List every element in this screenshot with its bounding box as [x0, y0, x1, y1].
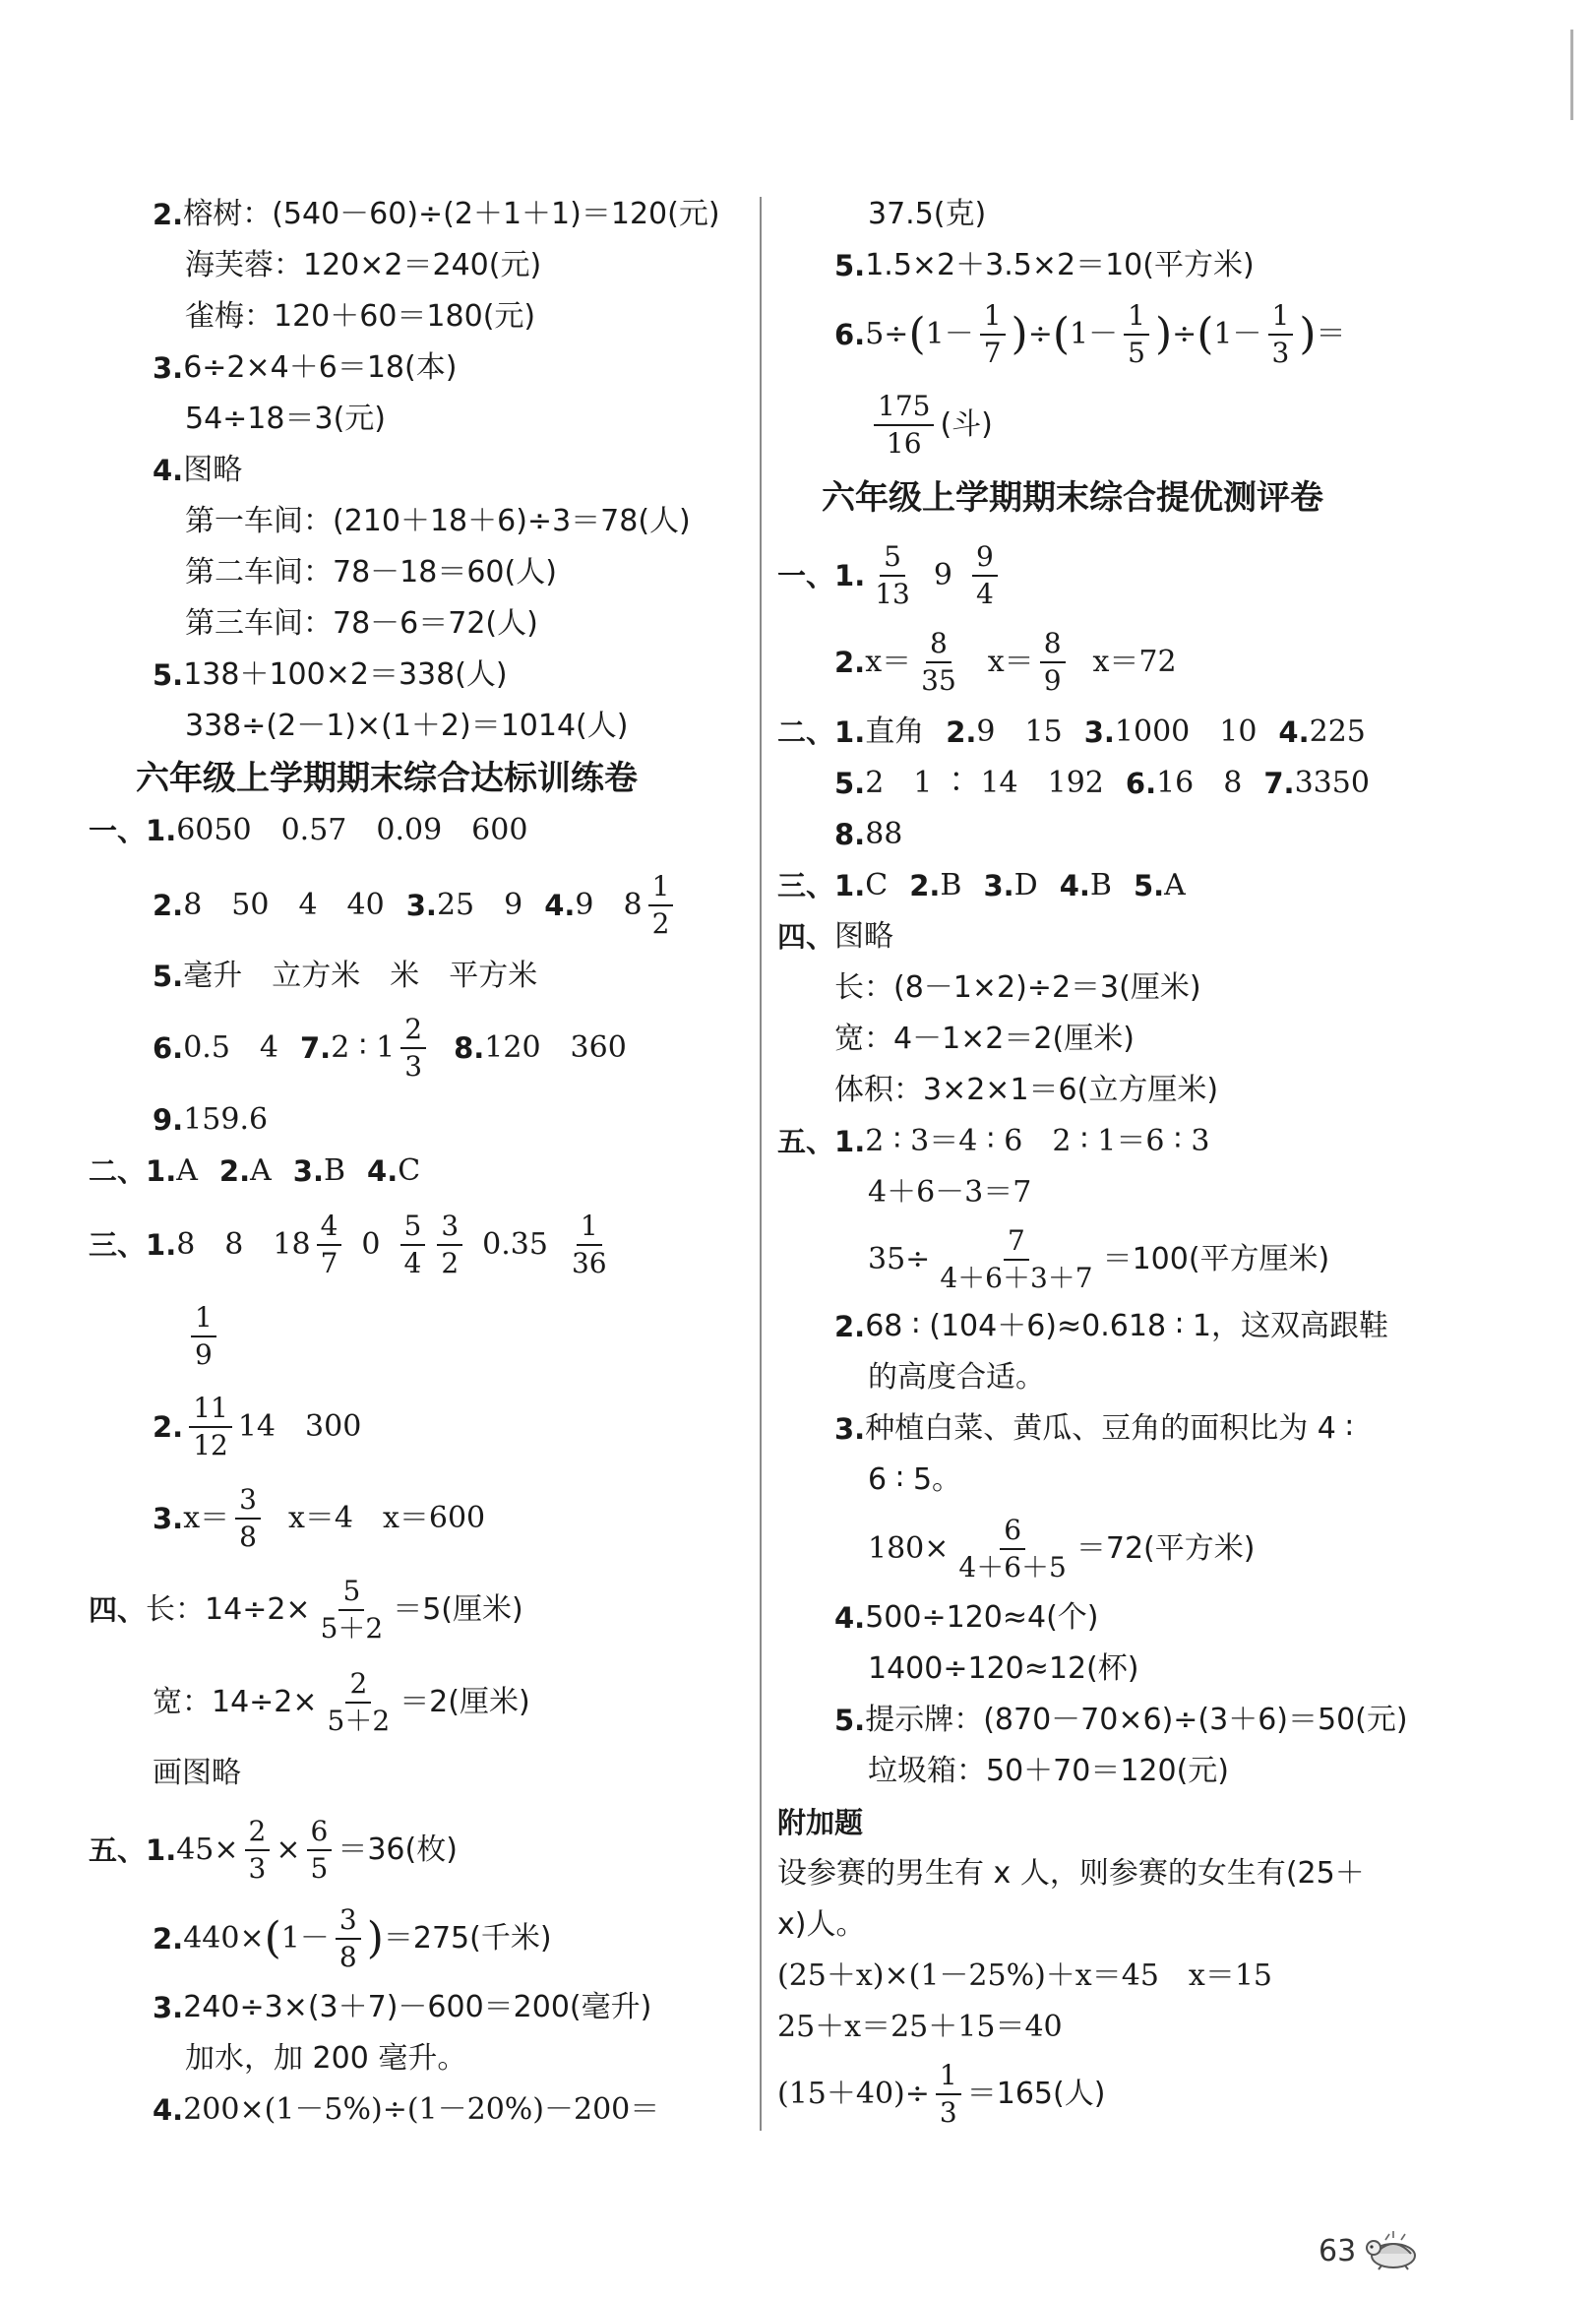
answer-line: x)人。: [777, 1907, 866, 1942]
answer-line: 画图略: [153, 1756, 241, 1790]
fraction: $\frac{6}{5}$: [307, 1814, 333, 1887]
fraction: $\frac{8}{35}$: [921, 627, 956, 697]
answer-line: 2. $\frac{11}{12}$ 14 300: [153, 1392, 362, 1461]
answer-line: 35÷ $\frac{7}{4+6+3+7}$ ＝100(平方厘米): [868, 1224, 1330, 1294]
fraction: $\frac{6}{4+6+5}$: [958, 1514, 1067, 1584]
fraction: $\frac{9}{4}$: [972, 539, 998, 612]
fraction: $\frac{2}{3}$: [400, 1012, 426, 1085]
answer-line: 2. 440× ( 1－ $\frac{3}{8}$ ) ＝275(千米): [153, 1903, 552, 1973]
answer-line: 四、 长：14÷2× $\frac{5}{5+2}$ ＝5(厘米): [89, 1575, 523, 1645]
answer-line: 二、 1. A 2. A 3. B 4. C: [89, 1153, 421, 1188]
fraction: $\frac{175}{16}$: [874, 389, 934, 462]
fraction: $\frac{2}{3}$: [245, 1814, 271, 1887]
section-heading: 六年级上学期期末综合达标训练卷: [136, 759, 638, 798]
answer-line: 2. 68 ∶ (104＋6)≈0.618 ∶ 1，这双高跟鞋: [834, 1309, 1388, 1343]
answer-line: 9. 159.6: [153, 1102, 269, 1137]
fraction: $\frac{5}{13}$: [875, 540, 910, 610]
answer-line: 8. 88: [834, 817, 903, 851]
page-number: 63: [1319, 2234, 1357, 2268]
answer-line: 设参赛的男生有 x 人，则参赛的女生有(25＋: [777, 1856, 1365, 1891]
fraction: $\frac{8}{9}$: [1040, 626, 1066, 699]
answer-line: 宽：14÷2× $\frac{2}{5+2}$ ＝2(厘米): [153, 1667, 530, 1737]
fraction: $\frac{1}{7}$: [980, 298, 1006, 371]
answer-line: 第三车间：78－6＝72(人): [185, 606, 538, 641]
answer-line: 垃圾箱：50＋70＝120(元): [868, 1754, 1230, 1788]
turtle-mascot-icon: [1364, 2226, 1421, 2271]
answer-line: 338÷(2－1)×(1＋2)＝1014(人): [185, 709, 629, 743]
answer-line: 宽：4－1×2＝2(厘米): [834, 1022, 1135, 1056]
fraction: $\frac{4}{7}$: [317, 1209, 342, 1281]
answer-line: 37.5(克): [868, 197, 987, 231]
fraction: $\frac{5}{4}$: [400, 1209, 426, 1281]
fraction: $\frac{1}{9}$: [191, 1300, 216, 1373]
answer-line: 长：(8－1×2)÷2＝3(厘米): [834, 970, 1201, 1005]
fraction: $\frac{3}{8}$: [336, 1902, 361, 1975]
answer-line: 3. x＝ $\frac{3}{8}$ x＝4 x＝600: [153, 1483, 486, 1553]
answer-line: 3. 种植白菜、黄瓜、豆角的面积比为 4 ∶: [834, 1411, 1354, 1446]
answer-line: 4. 200×(1－5%)÷(1－20%)－200＝: [153, 2092, 660, 2127]
answer-line: 54÷18＝3(元): [185, 402, 386, 436]
answer-line: 第二车间：78－18＝60(人): [185, 555, 557, 590]
answer-line: 2. 8 50 4 40 3. 25 9 4. 9 8 $\frac{1}{2}$: [153, 866, 679, 945]
answer-line: 加水，加 200 毫升。: [185, 2041, 467, 2076]
answer-line: 海芙蓉：120×2＝240(元): [185, 248, 542, 282]
answer-line: 一、 1. 6050 0.57 0.09 600: [89, 813, 528, 847]
section-heading: 六年级上学期期末综合提优测评卷: [822, 478, 1323, 518]
answer-line: 体积：3×2×1＝6(立方厘米): [834, 1073, 1219, 1107]
answer-line: 的高度合适。: [868, 1360, 1045, 1395]
answer-line: 5. 提示牌：(870－70×6)÷(3＋6)＝50(元): [834, 1703, 1408, 1737]
answer-line: (15＋40)÷ $\frac{1}{3}$ ＝165(人): [777, 2059, 1106, 2129]
answer-line: 1400÷120≈12(杯): [868, 1651, 1139, 1686]
fraction: $\frac{1}{2}$: [648, 869, 674, 942]
answer-line: 6 ∶ 5。: [868, 1462, 962, 1497]
answer-line: 五、 1. 2 ∶ 3＝4 ∶ 6 2 ∶ 1＝6 ∶ 3: [777, 1124, 1210, 1158]
fraction: $\frac{1}{3}$: [936, 2058, 961, 2131]
fraction: $\frac{1}{3}$: [1268, 298, 1294, 371]
fraction: $\frac{3}{2}$: [437, 1209, 462, 1281]
answer-line: 5. 1.5×2＋3.5×2＝10(平方米): [834, 248, 1255, 282]
fraction: $\frac{11}{12}$: [189, 1391, 232, 1463]
fraction: $\frac{1}{5}$: [1124, 298, 1149, 371]
answer-line: 3. 6÷2×4＋6＝18(本): [153, 350, 458, 385]
answer-line: 2. 榕树：(540－60)÷(2＋1＋1)＝120(元): [153, 197, 720, 231]
extra-title: 附加题: [777, 1806, 864, 1839]
answer-line: 5. 138＋100×2＝338(人): [153, 657, 508, 692]
answer-line: 180× $\frac{6}{4+6+5}$ ＝72(平方米): [868, 1514, 1256, 1584]
answer-line: 三、 1. C 2. B 3. D 4. B 5. A: [777, 868, 1186, 902]
answer-line: [185, 1297, 222, 1376]
column-divider: [760, 197, 762, 2131]
answer-line: 五、 1. 45× $\frac{2}{3}$ × $\frac{6}{5}$ ＝36(枚): [89, 1815, 458, 1885]
answer-line: 6. 5÷ ( 1－ $\frac{1}{7}$ ) ÷ ( 1－ $\frac{1}{5}$ ) ÷ ( 1－ $\frac{1}{3}$ ) ＝: [834, 299, 1346, 369]
answer-line: 6. 0.5 4 7. 2 ∶ 1 $\frac{2}{3}$ 8. 120 360: [153, 1013, 627, 1083]
answer-line: $\frac{175}{16}$ (斗): [868, 386, 993, 465]
answer-line: 二、 1. 直角 2. 9 15 3. 1000 10 4. 225: [777, 714, 1366, 749]
answer-line: 5. 毫升 立方米 米 平方米: [153, 959, 538, 993]
answer-line: 四、 图略: [777, 919, 894, 954]
answer-line: 4. 图略: [153, 453, 243, 487]
answer-line: (25＋x)×(1－25%)＋x＝45 x＝15: [777, 1958, 1272, 1993]
answer-line: 2. x＝ $\frac{8}{35}$ x＝ $\frac{8}{9}$ x＝72: [834, 627, 1177, 697]
answer-line: 4＋6－3＝7: [868, 1175, 1032, 1210]
answer-line: 第一车间：(210＋18＋6)÷3＝78(人): [185, 504, 691, 538]
fraction: $\frac{5}{5+2}$: [320, 1575, 384, 1645]
answer-line: 3. 240÷3×(3＋7)－600＝200(毫升): [153, 1990, 652, 2024]
fraction: $\frac{2}{5+2}$: [327, 1667, 391, 1737]
answer-line: 三、 1. 8 8 18 $\frac{4}{7}$ 0 $\frac{5}{4}$ $\frac{3}{2}$ 0.35 $\frac{1}{36}$: [89, 1206, 617, 1284]
fraction: $\frac{7}{4+6+3+7}$: [940, 1224, 1093, 1294]
answer-line: 雀梅：120＋60＝180(元): [185, 299, 536, 334]
answer-line: 4. 500÷120≈4(个): [834, 1600, 1099, 1635]
answer-line: 一、 1. $\frac{5}{13}$ 9 $\frac{9}{4}$: [777, 536, 1004, 615]
answer-line: 25＋x＝25＋15＝40: [777, 2010, 1063, 2044]
fraction: $\frac{1}{36}$: [571, 1210, 607, 1279]
answer-line: 5. 2 1 ∶ 14 192 6. 16 8 7. 3350: [834, 766, 1370, 800]
fraction: $\frac{3}{8}$: [235, 1482, 261, 1555]
edge-line: [1570, 30, 1573, 120]
